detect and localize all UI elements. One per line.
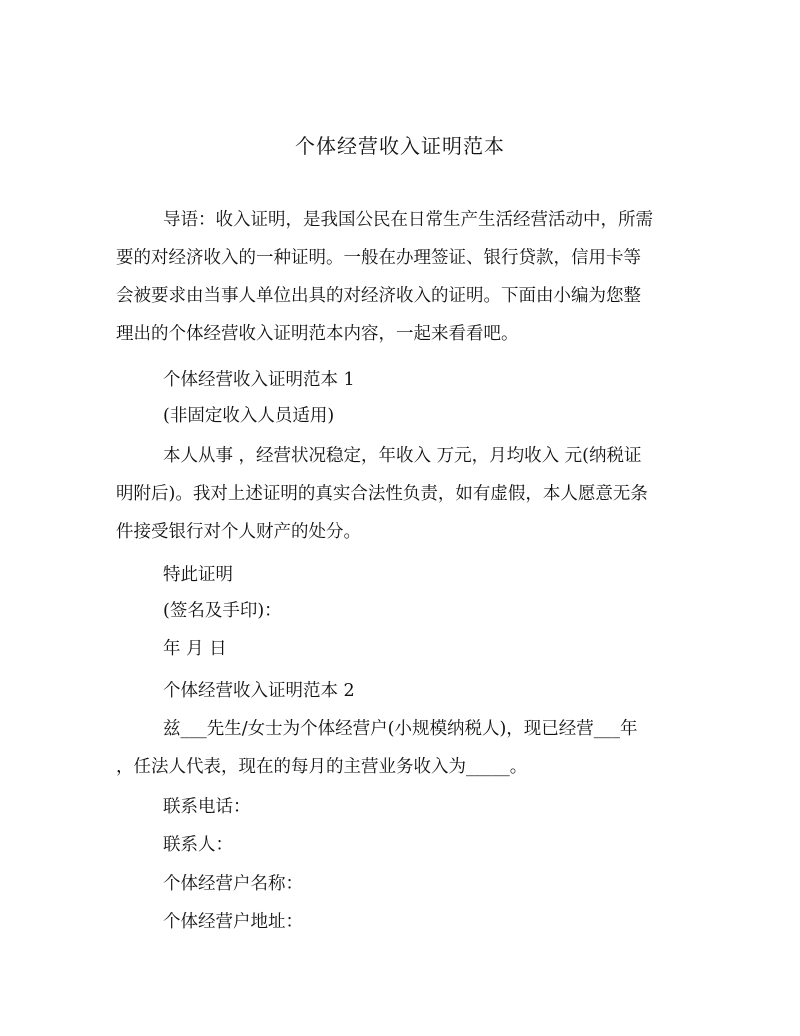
business-name-field: 个体经营户名称： (163, 874, 303, 894)
sample-1-note: (非固定收入人员适用) (163, 406, 335, 426)
sample-1-body-line-1: 本人从事 ，经营状况稳定，年收入 万元，月均收入 元(纳税证 (163, 446, 642, 466)
sample-1-body-line-2: 明附后)。我对上述证明的真实合法性负责，如有虚假，本人愿意无条 (116, 484, 648, 504)
signature-line: (签名及手印)： (163, 601, 282, 621)
sample-2-heading: 个体经营收入证明范本 2 (163, 681, 355, 701)
sample-1-heading: 个体经营收入证明范本 1 (163, 370, 355, 390)
intro-line-1: 导语：收入证明，是我国公民在日常生产生活经营活动中，所需 (163, 210, 653, 230)
date-line: 年 月 日 (163, 639, 227, 659)
intro-line-3: 会被要求由当事人单位出具的对经济收入的证明。下面由小编为您整 (116, 286, 641, 306)
business-address-field: 个体经营户地址： (163, 912, 303, 932)
sample-1-body-line-3: 件接受银行对个人财产的处分。 (116, 522, 361, 542)
document-title: 个体经营收入证明范本 (295, 134, 505, 158)
intro-line-4: 理出的个体经营收入证明范本内容，一起来看看吧。 (116, 324, 519, 344)
sample-2-body-line-1: 兹___先生/女士为个体经营户(小规模纳税人)，现已经营___年 (163, 719, 638, 739)
certify-text: 特此证明 (163, 565, 233, 585)
contact-phone-field: 联系电话： (163, 797, 251, 817)
contact-person-field: 联系人： (163, 835, 233, 855)
sample-2-body-line-2: ，任法人代表，现在的每月的主营业务收入为_____。 (116, 757, 528, 777)
intro-line-2: 要的对经济收入的一种证明。一般在办理签证、银行贷款，信用卡等 (116, 248, 641, 268)
